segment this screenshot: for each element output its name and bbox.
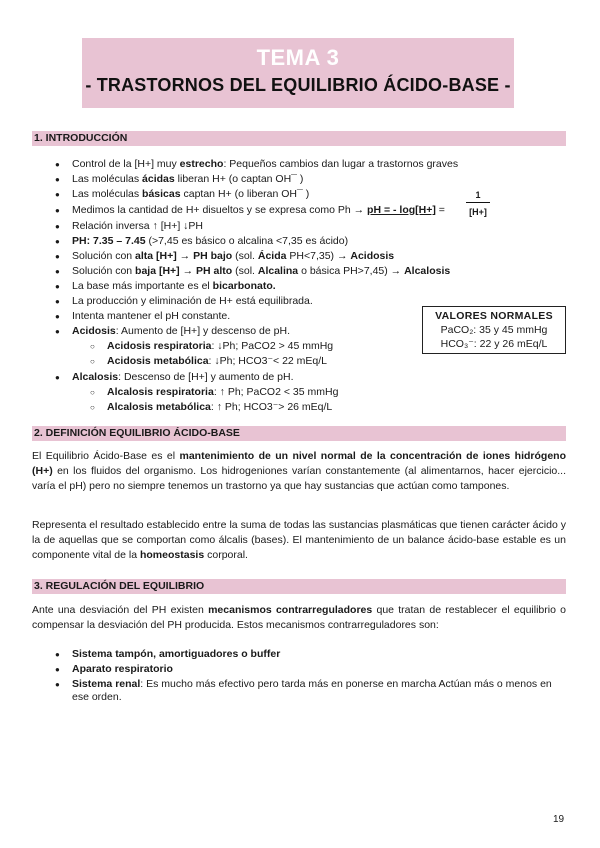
list-item: ● Control de la [H+] muy estrecho: Pequeños cambios dan lugar a trastornos graves	[55, 158, 459, 170]
document-title: TEMA 3	[256, 45, 340, 70]
list-item: ● Solución con baja [H+] → PH alto (sol. Alcalina o básica PH>7,45) → Alcalosis	[55, 265, 451, 277]
fraction-denominator: [H+]	[469, 207, 487, 217]
bullet-icon: ●	[55, 665, 60, 674]
page-number: 19	[553, 814, 565, 825]
list-item: ● Sistema renal: Es mucho más efectivo pero tarda más en ponerse en marcha Actúan más o menos en ese orden.	[55, 678, 552, 703]
section-heading-regulacion: 3. REGULACIÓN DEL EQUILIBRIO	[32, 579, 566, 594]
circle-bullet-icon: ○	[90, 403, 95, 412]
sub-list-item: ○ Alcalosis respiratoria: ↑ Ph; PaCO2 < 35 mmHg	[90, 386, 339, 398]
bullet-icon: ●	[55, 373, 60, 382]
list-item: ● Relación inversa ↑ [H+] ↓PH	[55, 220, 204, 232]
list-item: ● Las moléculas básicas captan H+ (o liberan OH¯ )	[55, 188, 310, 200]
normal-value-paco2: PaCO₂: 35 y 45 mmHg	[440, 324, 548, 336]
list-item: ● Las moléculas ácidas liberan H+ (o captan OH¯ )	[55, 173, 304, 185]
bullet-icon: ●	[55, 267, 60, 276]
sub-list-item: ○ Acidosis respiratoria: ↓Ph; PaCO2 > 45 mmHg	[90, 340, 334, 352]
bullet-icon: ●	[55, 206, 60, 215]
bullet-icon: ●	[55, 680, 60, 689]
normal-values-heading: VALORES NORMALES	[435, 310, 553, 322]
list-item: ● Aparato respiratorio	[55, 663, 173, 675]
list-item: ● Medimos la cantidad de H+ disueltos y se expresa como Ph → pH = - log[H+] =	[55, 204, 445, 216]
section-heading-definicion: 2. DEFINICIÓN EQUILIBRIO ÁCIDO-BASE	[32, 426, 566, 441]
bullet-icon: ●	[55, 327, 60, 336]
title-banner	[82, 38, 514, 108]
bullet-icon: ●	[55, 282, 60, 291]
list-item: ● La base más importante es el bicarbonato.	[55, 280, 276, 292]
regulacion-paragraph: Ante una desviación del PH existen mecanismos contrarreguladores que tratan de restablecer el equilibrio o compensar la desviación del PH producida. Estos mecanismos contrarreguladores son:	[32, 604, 567, 631]
list-item: ● Solución con alta [H+] → PH bajo (sol. Ácida PH<7,35) → Acidosis	[55, 250, 395, 262]
section-heading-introduccion: 1. INTRODUCCIÓN	[32, 131, 566, 146]
definicion-paragraph-2: Representa el resultado establecido entre la suma de todas las sustancias plasmáticas que tienen carácter ácido y la de aquellas que se comportan como álcalis (bases). El mantenimiento de un balance ácido-base estable es un componente vital de la homeostasis corporal.	[32, 519, 566, 561]
normal-value-hco3: HCO₃⁻: 22 y 26 mEq/L	[440, 338, 548, 350]
document-subtitle: - TRASTORNOS DEL EQUILIBRIO ÁCIDO-BASE -	[85, 75, 511, 95]
definicion-paragraph-1: El Equilibrio Ácido-Base es el mantenimiento de un nivel normal de la concentración de iones hidrógeno (H+) en los fluidos del organismo. Los hidrogeniones varían constantemente (al alimentarnos, hacer ejercicio... varía el pH) pero no siempre tenemos un trastorno ya que hay sustancias que actúan como tampones.	[32, 450, 566, 492]
bullet-icon: ●	[55, 160, 60, 169]
bullet-icon: ●	[55, 222, 60, 231]
bullet-icon: ●	[55, 312, 60, 321]
bullet-icon: ●	[55, 190, 60, 199]
fraction-numerator: 1	[466, 190, 490, 203]
sub-list-item: ○ Alcalosis metabólica: ↑ Ph; HCO3⁻> 26 mEq/L	[90, 401, 333, 413]
normal-values-box	[422, 306, 566, 354]
list-item: ● PH: 7.35 – 7.45 (>7,45 es básico o alcalina <7,35 es ácido)	[55, 235, 349, 247]
bullet-icon: ●	[55, 650, 60, 659]
bullet-icon: ●	[55, 252, 60, 261]
list-item: ● Sistema tampón, amortiguadores o buffer	[55, 648, 281, 660]
list-item: ● Alcalosis: Descenso de [H+] y aumento de pH.	[55, 371, 294, 383]
sub-list-item: ○ Acidosis metabólica: ↓Ph; HCO3⁻< 22 mEq/L	[90, 355, 328, 367]
circle-bullet-icon: ○	[90, 357, 95, 366]
bullet-icon: ●	[55, 297, 60, 306]
list-item: ● La producción y eliminación de H+ está equilibrada.	[55, 295, 313, 307]
circle-bullet-icon: ○	[90, 388, 95, 397]
list-item: ● Acidosis: Aumento de [H+] y descenso de pH.	[55, 325, 290, 337]
circle-bullet-icon: ○	[90, 342, 95, 351]
bullet-icon: ●	[55, 175, 60, 184]
bullet-icon: ●	[55, 237, 60, 246]
ph-fraction	[466, 190, 490, 218]
list-item: ● Intenta mantener el pH constante.	[55, 310, 231, 322]
